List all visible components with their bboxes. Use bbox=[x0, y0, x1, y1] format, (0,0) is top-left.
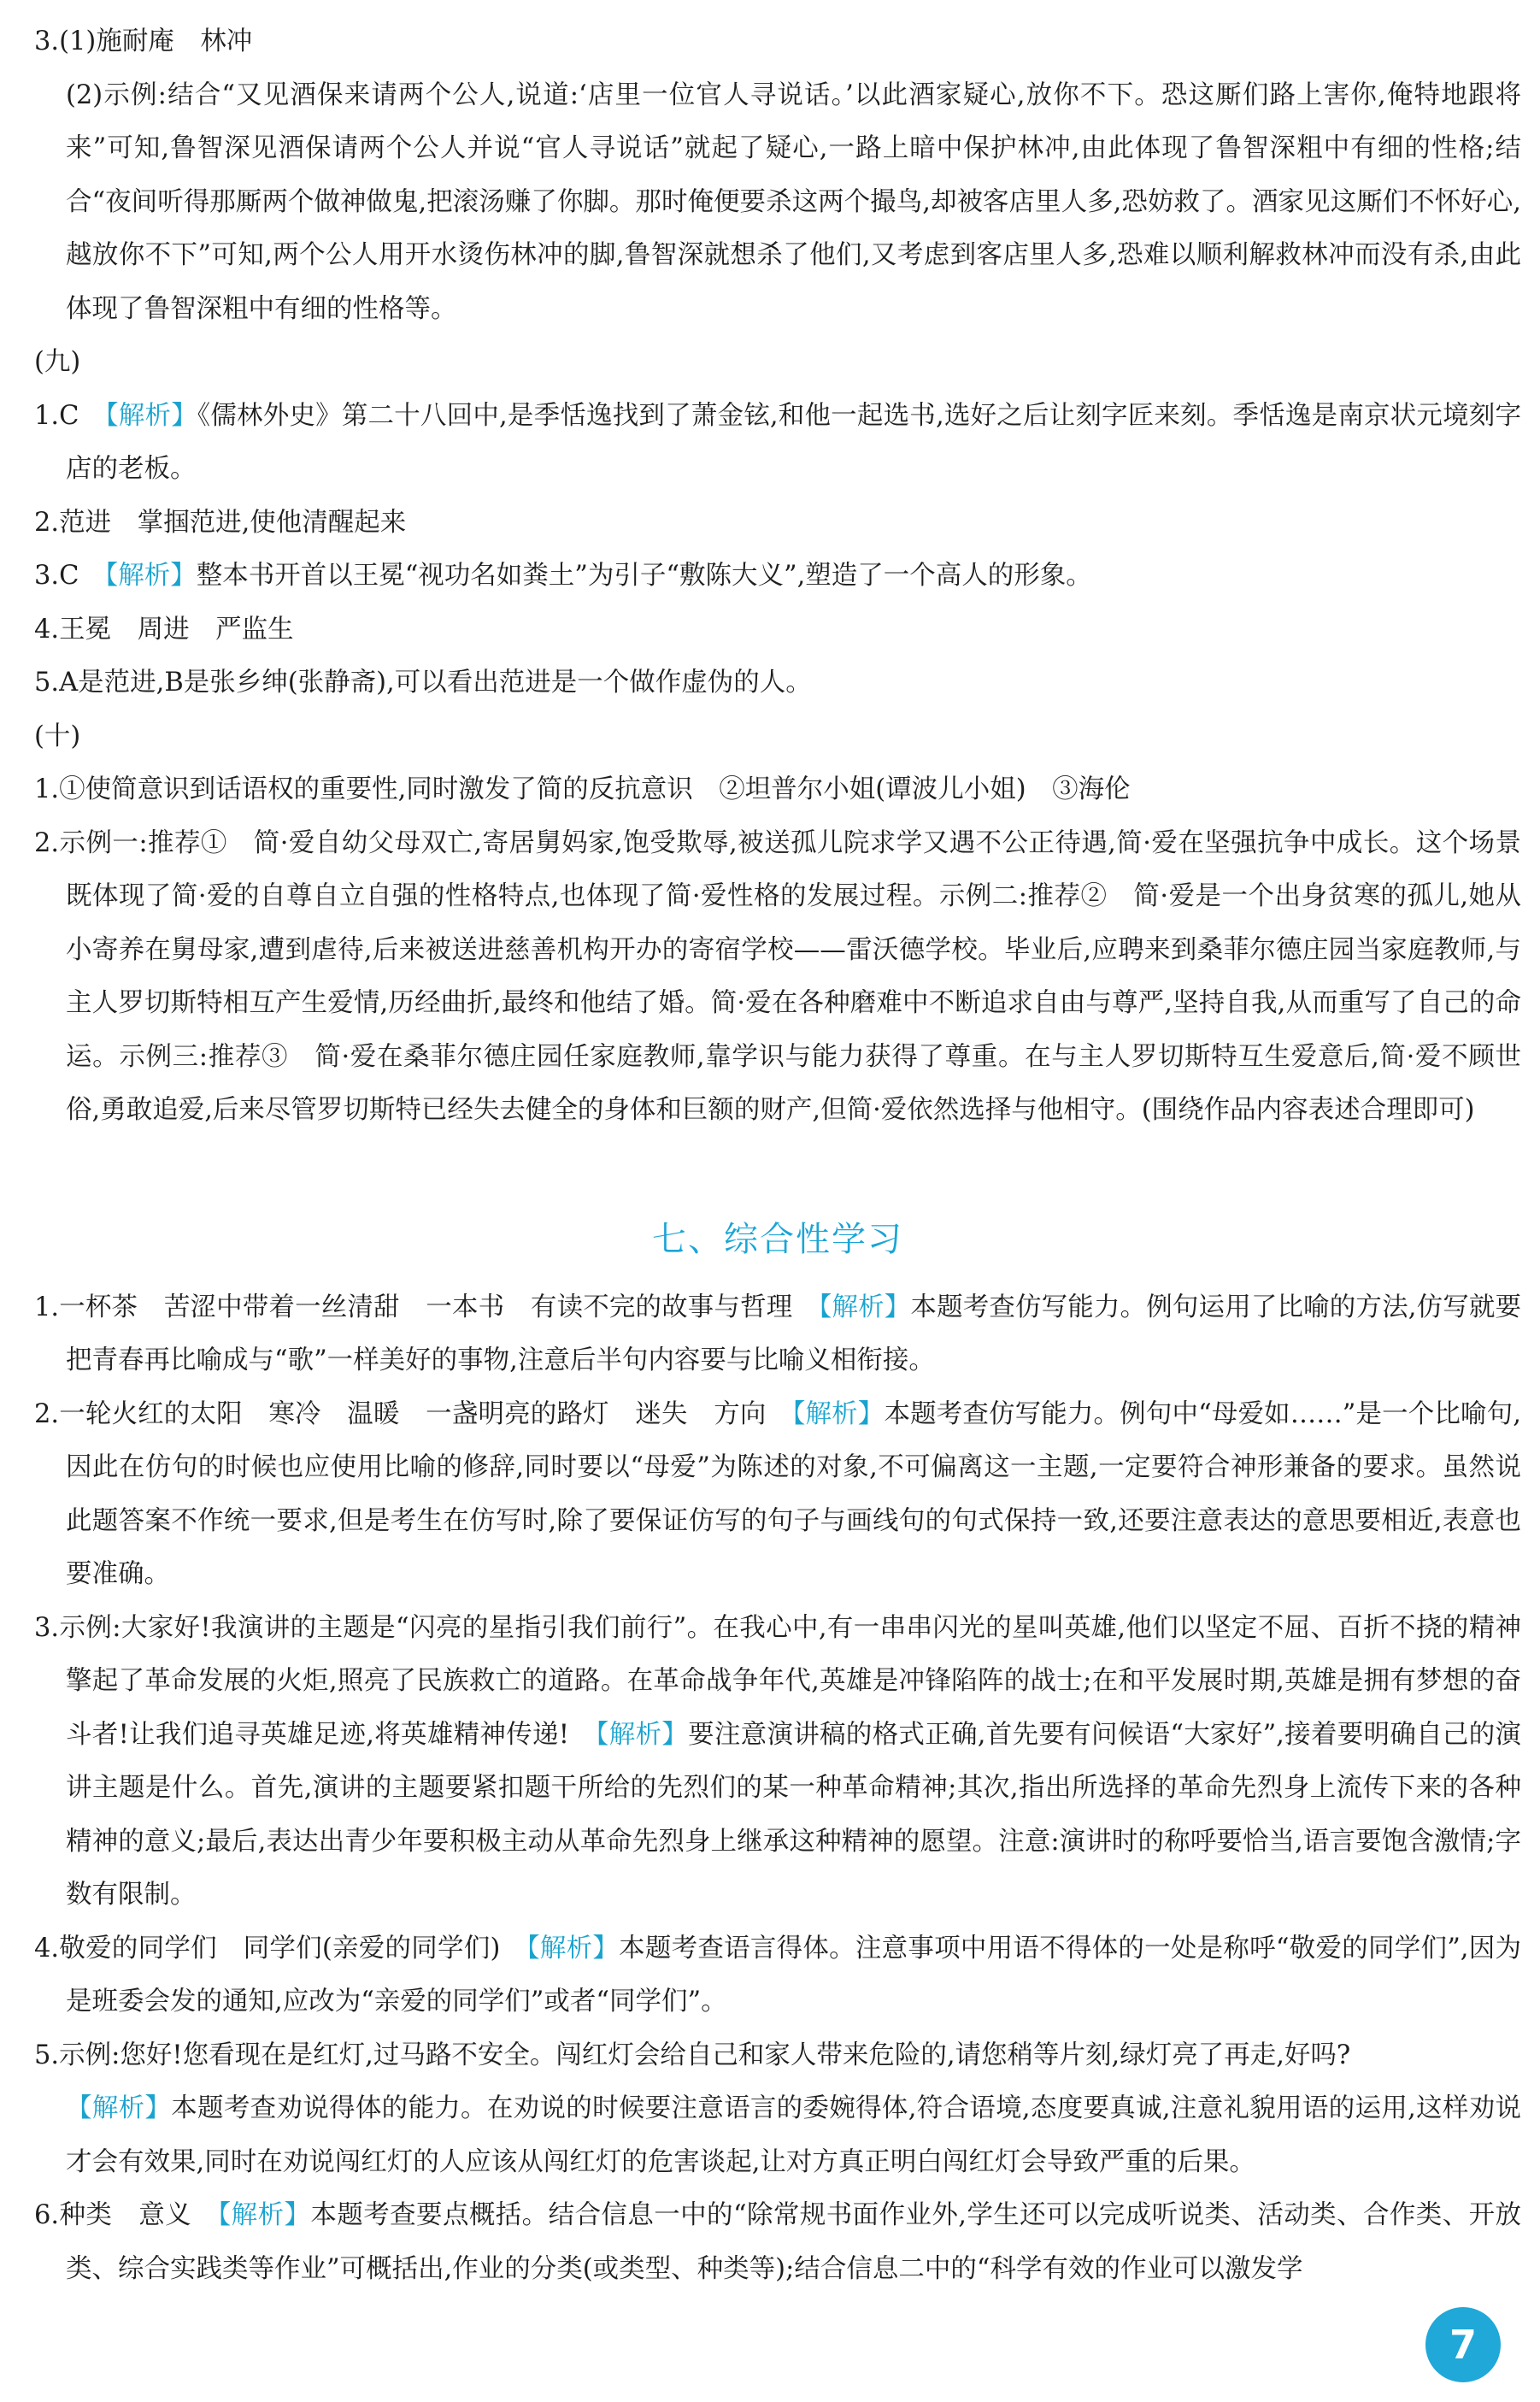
item-text: 本题考查仿写能力。例句中“母爱如……”是一个比喻句,因此在仿句的时候也应使用比喻的修辞,同时要以“母爱”为陈述的对象,不可偏离这一主题,一定要符合神形兼备的要求。虽然说此题答案不作统一要求,但是考生在仿写时,除了要保证仿写的句子与画线句的句式保持一致,还要注意表达的意思要相近,表意也要准确。 bbox=[66, 1398, 1521, 1589]
analysis-tag: 【解析】 bbox=[819, 1292, 911, 1322]
analysis-tag: 【解析】 bbox=[66, 2093, 172, 2123]
answer-item-c5 bbox=[34, 2029, 1521, 2083]
item-text: A是范进,B是张乡绅(张静斋),可以看出范进是一个做作虚伪的人。 bbox=[59, 668, 812, 698]
answer-item-b5 bbox=[34, 497, 1521, 550]
answer-item-b1 bbox=[34, 15, 1521, 69]
answer-item-c4 bbox=[34, 1922, 1521, 2029]
item-number: 1. bbox=[34, 400, 60, 431]
answer-item-b8 bbox=[34, 656, 1521, 710]
analysis-tag: 【解析】 bbox=[217, 2200, 311, 2230]
answer-content bbox=[34, 15, 1521, 2296]
item-answer: 一杯茶 苦涩中带着一丝清甜 一本书 有读不完的故事与哲理 bbox=[59, 1292, 820, 1322]
analysis-tag: 【解析】 bbox=[596, 1719, 689, 1750]
analysis-tag: 【解析】 bbox=[792, 1398, 885, 1429]
item-text: 本题考查劝说得体的能力。在劝说的时候要注意语言的委婉得体,符合语境,态度要真诚,注意礼貌用语的运用,这样劝说才会有效果,同时在劝说闯红灯的人应该从闯红灯的危害谈起,让对方真正明白闯红灯会导致严重的后果。 bbox=[66, 2093, 1522, 2177]
answer-item-b4 bbox=[34, 390, 1521, 497]
subsection-heading-9: (九) bbox=[34, 347, 81, 377]
item-text: 本题考查要点概括。结合信息一中的“除常规书面作业外,学生还可以完成听说类、活动类、合作类、开放类、综合实践类等作业”可概括出,作业的分类(或类型、种类等);结合信息二中的“科学有效的作业可以激发学 bbox=[66, 2200, 1522, 2284]
item-text: ①使简意识到话语权的重要性,同时激发了简的反抗意识 ②坦普尔小姐(谭波儿小姐) ③海伦 bbox=[59, 774, 1131, 804]
item-text: (2)示例:结合“又见酒保来请两个公人,说道:‘店里一位官人寻说话。’以此酒家疑心,放你不下。恐这厮们路上害你,俺特地跟将来”可知,鲁智深见酒保请两个公人并说“官人寻说话”就起了疑心,一路上暗中保护林冲,由此体现了鲁智深粗中有细的性格;结合“夜间听得那厮两个做神做鬼,把滚汤赚了你脚。那时俺便要杀这两个撮鸟,却被客店里人多,恐妨救了。酒家见这厮们不怀好心,越放你不下”可知,两个公人用开水烫伤林冲的脚,鲁智深就想杀了他们,又考虑到客店里人多,恐难以顺利解救林冲而没有杀,由此体现了鲁智深粗中有细的性格等。 bbox=[66, 79, 1521, 324]
item-number: 3. bbox=[34, 561, 60, 591]
item-answer: 敬爱的同学们 同学们(亲爱的同学们) bbox=[59, 1933, 527, 1963]
answer-item-c1 bbox=[34, 1281, 1521, 1388]
answer-item-b6 bbox=[34, 550, 1521, 603]
item-text: 要注意演讲稿的格式正确,首先要有问候语“大家好”,接着要明确自己的演讲主题是什么。首先,演讲的主题要紧扣题干所给的先烈们的某一种革命精神;其次,指出所选择的革命先烈身上流传下来的各种精神的意义;最后,表达出青少年要积极主动从革命先烈身上继承这种精神的愿望。注意:演讲时的称呼要恰当,语言要饱含激情;字数有限制。 bbox=[66, 1719, 1522, 1910]
analysis-tag: 【解析】 bbox=[105, 400, 197, 431]
answer-item-b2 bbox=[34, 69, 1521, 337]
item-number: 6. bbox=[34, 2200, 60, 2230]
section-title: 七、综合性学习 bbox=[652, 1219, 903, 1259]
item-number: 5. bbox=[34, 2040, 60, 2070]
item-number: 5. bbox=[34, 668, 60, 698]
item-text: 范进 掌掴范进,使他清醒起来 bbox=[59, 507, 407, 538]
item-text: 本题考查仿写能力。例句运用了比喻的方法,仿写就要把青春再比喻成与“歌”一样美好的事物,注意后半句内容要与比喻义相衔接。 bbox=[66, 1292, 1522, 1375]
item-answer: 种类 意义 bbox=[59, 2200, 218, 2230]
item-answer: 一轮火红的太阳 寒冷 温暖 一盏明亮的路灯 迷失 方向 bbox=[59, 1398, 793, 1429]
analysis-tag: 【解析】 bbox=[526, 1933, 620, 1963]
item-text: 整本书开首以王冕“视功名如粪土”为引子“敷陈大义”,塑造了一个高人的形象。 bbox=[196, 561, 1092, 591]
answer-item-c2 bbox=[34, 1388, 1521, 1602]
item-number: 3. bbox=[34, 26, 60, 56]
item-answer: C bbox=[59, 561, 105, 591]
item-text: 王冕 周进 严监生 bbox=[59, 614, 294, 645]
answer-item-b11 bbox=[34, 817, 1521, 1138]
item-answer: 示例:大家好!我演讲的主题是“闪亮的星指引我们前行”。在我心中,有一串串闪光的星叫英雄,他们以坚定不屈、百折不挠的精神擎起了革命发展的火炬,照亮了民族救亡的道路。在革命战争年代,英雄是冲锋陷阵的战士;在和平发展时期,英雄是拥有梦想的奋斗者!让我们追寻英雄足迹,将英雄精神传递! bbox=[59, 1612, 1521, 1750]
item-number: 3. bbox=[34, 1612, 60, 1643]
item-number: 2. bbox=[34, 827, 60, 858]
answer-item-b10 bbox=[34, 763, 1521, 817]
item-text: (1)施耐庵 林冲 bbox=[59, 26, 253, 56]
item-number: 2. bbox=[34, 1398, 60, 1429]
item-text: 示例:您好!您看现在是红灯,过马路不安全。闯红灯会给自己和家人带来危险的,请您稍等片刻,绿灯亮了再走,好吗? bbox=[59, 2040, 1351, 2070]
answer-item-b7 bbox=[34, 603, 1521, 657]
item-number: 4. bbox=[34, 1933, 60, 1963]
item-text: 《儒林外史》第二十八回中,是季恬逸找到了萧金铉,和他一起选书,选好之后让刻字匠来刻。季恬逸是南京状元境刻字店的老板。 bbox=[66, 400, 1522, 484]
page-number-badge: 7 bbox=[1425, 2307, 1501, 2382]
answer-item-c3 bbox=[34, 1602, 1521, 1922]
answer-item-c6 bbox=[34, 2189, 1521, 2296]
item-text: 示例一:推荐① 简·爱自幼父母双亡,寄居舅妈家,饱受欺辱,被送孤儿院求学又遇不公正待遇,简·爱在坚强抗争中成长。这个场景既体现了简·爱的自尊自立自强的性格特点,也体现了简·爱性格的发展过程。示例二:推荐② 简·爱是一个出身贫寒的孤儿,她从小寄养在舅母家,遭到虐待,后来被送进慈善机构开办的寄宿学校——雷沃德学校。毕业后,应聘来到桑菲尔德庄园当家庭教师,与主人罗切斯特相互产生爱情,历经曲折,最终和他结了婚。简·爱在各种磨难中不断追求自由与尊严,坚持自我,从而重写了自己的命运。示例三:推荐③ 简·爱在桑菲尔德庄园任家庭教师,靠学识与能力获得了尊重。在与主人罗切斯特互生爱意后,简·爱不顾世俗,勇敢追爱,后来尽管罗切斯特已经失去健全的身体和巨额的财产,但简·爱依然选择与他相守。(围绕作品内容表述合理即可) bbox=[59, 827, 1521, 1125]
subsection-heading-10: (十) bbox=[34, 721, 81, 751]
item-number: 1. bbox=[34, 1292, 60, 1322]
item-text: 本题考查语言得体。注意事项中用语不得体的一处是称呼“敬爱的同学们”,因为是班委会发的通知,应改为“亲爱的同学们”或者“同学们”。 bbox=[66, 1933, 1521, 2016]
answer-item-c5-analysis bbox=[34, 2082, 1521, 2189]
item-number: 1. bbox=[34, 774, 60, 804]
item-number: 4. bbox=[34, 614, 60, 645]
item-number: 2. bbox=[34, 507, 60, 538]
analysis-tag: 【解析】 bbox=[104, 561, 197, 591]
item-answer: C bbox=[59, 400, 106, 431]
